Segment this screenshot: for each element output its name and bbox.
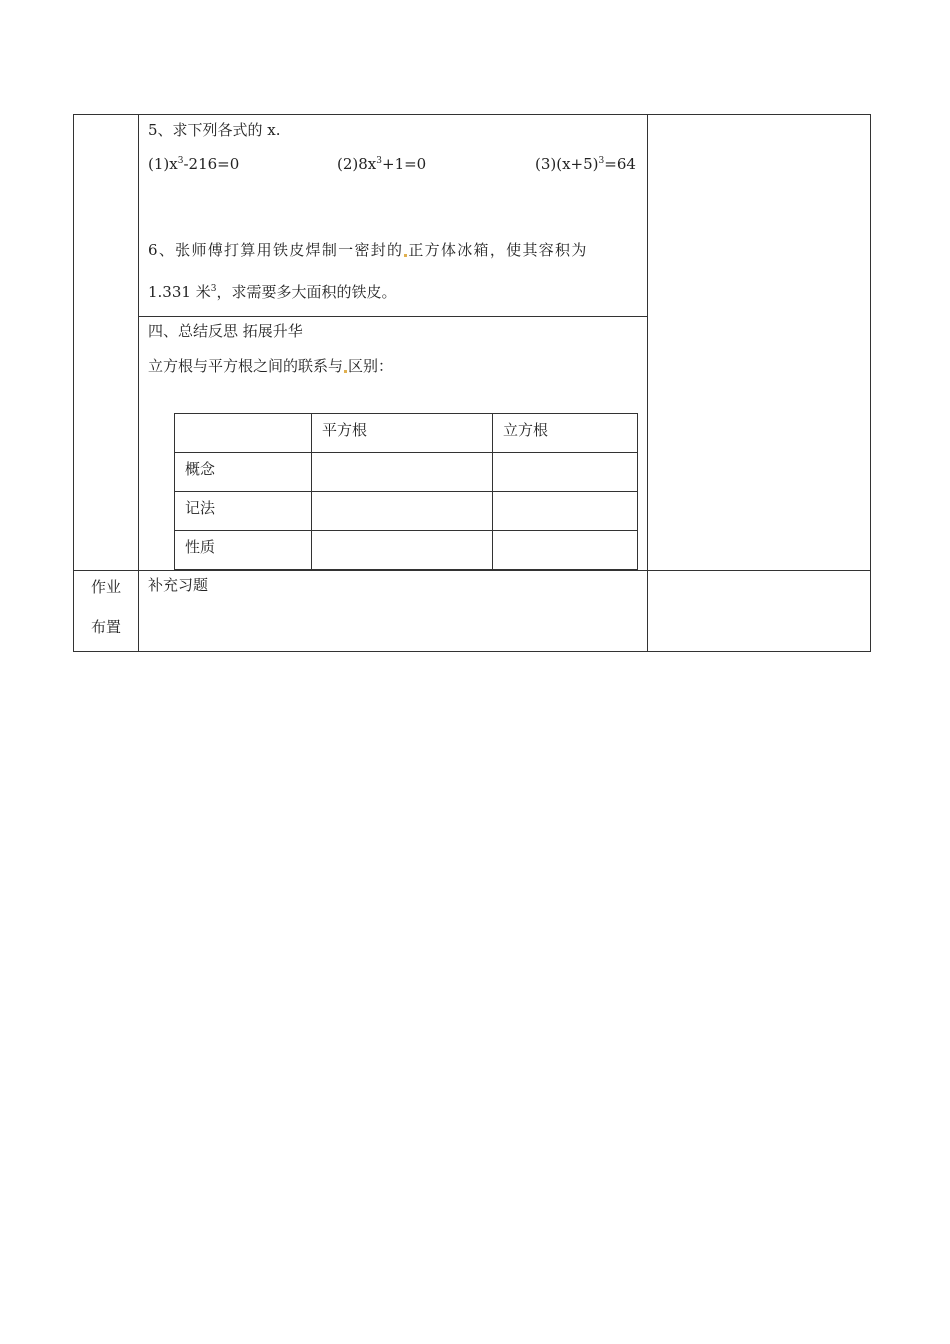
homework-content: 补充习题: [148, 576, 209, 594]
highlight-mark: [344, 370, 347, 373]
q5-equation-1: $(1)x^3-216=0$: [148, 155, 240, 173]
exercise-cell: [139, 115, 648, 317]
empty-left-cell: [74, 115, 139, 571]
q5-equation-3: $(3)(x+5)^3=64$: [535, 155, 636, 173]
comparison-cell: [312, 531, 493, 570]
comparison-header-empty: [175, 414, 312, 453]
comparison-header-square-root: 平方根: [312, 414, 493, 453]
homework-content-cell: [139, 571, 648, 652]
summary-prompt: 立方根与平方根之间的联系与 区别：: [148, 357, 394, 375]
q6-line-1: 6、张师傅打算用铁皮焊制一密封的 正方体冰箱，使其容积为: [148, 241, 588, 259]
comparison-row-label: 性质: [175, 531, 312, 570]
q5-equation-2: $(2)8x^3+1=0$: [337, 155, 427, 173]
comparison-row-label: 概念: [175, 453, 312, 492]
comparison-cell: [493, 531, 638, 570]
homework-label-line-2: 布置: [90, 618, 121, 636]
comparison-cell: [493, 492, 638, 531]
comparison-cell: [493, 453, 638, 492]
comparison-header-cube-root: 立方根: [493, 414, 638, 453]
comparison-table: [174, 413, 638, 570]
comparison-row-label: 记法: [175, 492, 312, 531]
q6-line-2: 1.331 米$^3$，求需要多大面积的铁皮。: [148, 283, 397, 301]
comparison-cell: [312, 492, 493, 531]
homework-label-cell: [74, 571, 139, 652]
comparison-cell: [312, 453, 493, 492]
homework-label-line-1: 作业: [90, 578, 121, 596]
summary-cell: [139, 317, 648, 571]
summary-heading: 四、总结反思 拓展升华: [148, 322, 303, 340]
lesson-table: [73, 114, 871, 652]
homework-notes-cell: [648, 571, 871, 652]
highlight-mark: [404, 254, 407, 257]
empty-right-cell: [648, 115, 871, 571]
q5-title: 5、求下列各式的 x.: [148, 121, 281, 139]
